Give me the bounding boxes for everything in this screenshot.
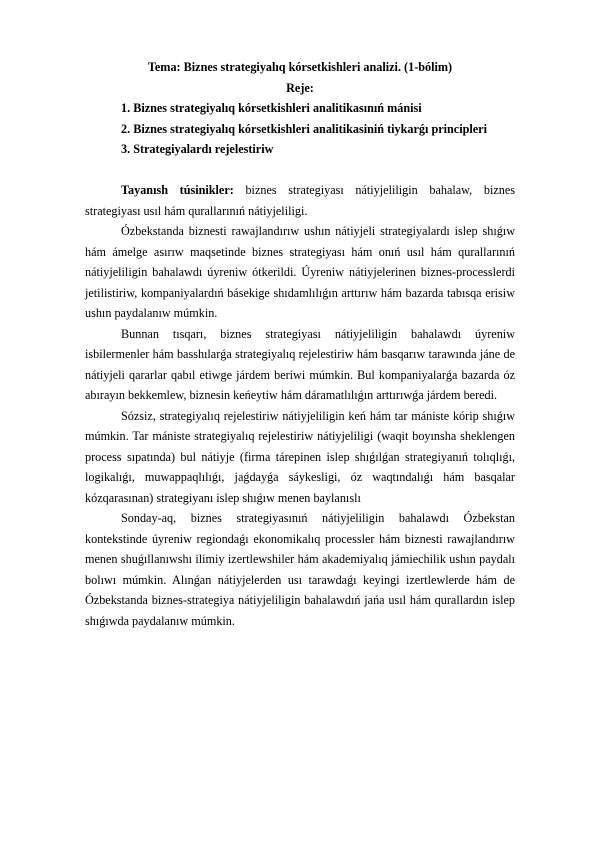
plan-item: 1. Biznes strategiyalıq kórsetkishleri analitikasınıń mánisi — [121, 101, 422, 115]
keywords-paragraph — [85, 180, 515, 221]
body-paragraph: Ózbekstanda biznesti rawajlandırıw ushın nátiyjeli strategiyalardı islep shıǵıw hám ámelge asırıw maqsetinde biznes strategiyası hám onıń usıl hám qurallarınıń nátiyjeliligin bahalawdı úyreniw ótkerildi. Úyreniw nátiyjelerinen biznes-processlerdi jetilistiriw, kompaniyalardıń básekige shıdamlılıǵın arttırıw hám bazarda tabısqa erisiw ushın paydalanıw múmkin. — [85, 224, 515, 320]
keywords-text: biznes strategiyası nátiyjeliligin bahalaw, biznes strategiyası usıl hám qurallarınıń nátiyjeliligi. — [85, 183, 515, 218]
keywords-label: Tayanısh túsinikler: — [121, 183, 234, 197]
plan-item: 2. Biznes strategiyalıq kórsetkishleri analitikasiniń tiykarǵı principleri — [121, 121, 487, 136]
document-title: Tema: Biznes strategiyalıq kórsetkishleri analizi. (1-bólim) — [147, 60, 453, 74]
body-paragraph: Sonday-aq, biznes strategiyasınıń nátiyjeliligin bahalawdı Ózbekstan kontekstinde úyreniw regiondaǵı ekonomikalıq processler hám biznesti rawajlandırıw menen shuǵıllanıwshı ilimiy izertlewshiler hám akademiyalıq jámiechilik ushın paydalı bolıwı múmkin. Alınǵan nátiyjelerden usı tarawdaǵı keyingi izertlewlerde hám de Ózbekstanda biznes-strategiya nátiyjeliligin bahalawdıń jańa usıl hám qurallardın islep shıǵıwda paydalanıw múmkin. — [85, 511, 515, 628]
body-paragraph: Sózsiz, strategiyalıq rejelestiriw nátiyjeliligin keń hám tar mániste kórip shıǵıw múmkin. Tar mániste strategiyalıq rejelestiriw nátiyjeliligi (waqit boyınsha sheklengen process sıpatında) bul nátiyje (firma tárepinen islep shıǵılǵan strategiyanıń tolıqlıǵı, logikalıǵı, muwappaqlılıǵı, jaǵdayǵa sáykesligi, óz waqtındalıǵı hám basqalar kózqarasınan) strategiyanı islep shıǵıw menen baylanıslı — [85, 408, 515, 505]
plan-item: 3. Strategiyalardı rejelestiriw — [121, 142, 274, 156]
body-paragraph: Bunnan tısqarı, biznes strategiyası nátiyjeliligin bahalawdı úyreniw isbilermenler hám basshılarǵa strategiyalıq rejelestiriw hám basqarıw tarawında jáne de nátiyjeli qararlar qabıl etiwge járdem beriwi múmkin. Bul kompaniyalarǵa bazarda óz abırayın bekkemlew, biznesin keńeytiw hám dáramatlılıǵın arttırıwǵa járdem beredi. — [85, 326, 515, 402]
document-content — [85, 57, 515, 631]
plan-label: Reje: — [286, 80, 314, 95]
plan-list — [85, 98, 515, 160]
blank-line — [85, 160, 515, 181]
